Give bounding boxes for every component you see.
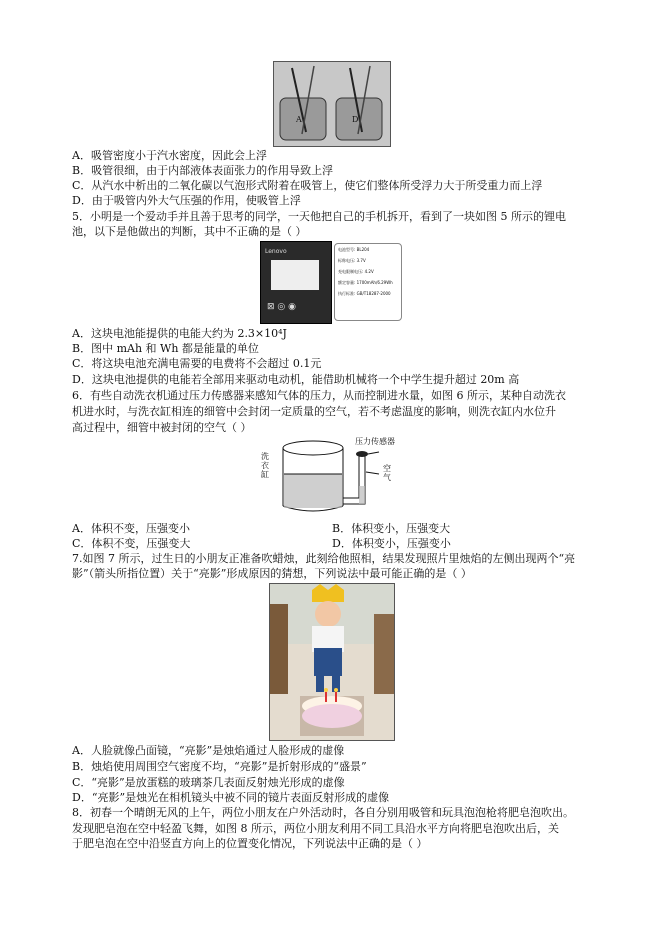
q5-option-c: C．将这块电池充满电需要的电费将不会超过 0.1元 [72, 357, 322, 370]
birthday-drawing [270, 584, 394, 740]
q7-stem-line2: 影”（箭头所指位置）关于“亮影”形成原因的猜想，下列说法中最可能正确的是（ ） [72, 567, 472, 580]
battery-spec-line: 额定容量: 1700mAh/6.29Wh [338, 280, 393, 285]
q5-option-b: B．图中 mAh 和 Wh 都是能量的单位 [72, 342, 259, 355]
q4-option-b: B．吸管很细，由于内部液体表面张力的作用导致上浮 [72, 164, 334, 177]
battery-label-box [271, 260, 319, 290]
battery-symbols: ⊠ ◎ ◉ [267, 302, 296, 312]
straw-soda-photo [273, 61, 391, 147]
battery-spec-line: 标称电压: 3.7V [338, 258, 366, 263]
battery-spec-line: 充电限制电压: 4.2V [338, 269, 374, 274]
q8-stem-line2: 发现肥皂泡在空中轻盈飞舞，如图 8 所示，两位小朋友利用不同工具沿水平方向将肥皂泡吹出后，关 [72, 822, 559, 835]
q7-option-b: B．烛焰使用周围空气密度不均，“亮影”是折射形成的“盛景” [72, 760, 367, 773]
q5-option-d: D．这块电池提供的电能若全部用来驱动电动机，能借助机械将一个中学生提升超过 20m 高 [72, 373, 520, 386]
q7-option-d: D．“亮影”是烛光在相机镜头中被不同的镜片表面反射形成的虚像 [72, 791, 390, 804]
q7-option-c: C．“亮影”是放蛋糕的玻璃茶几表面反射烛光形成的虚像 [72, 776, 345, 789]
q7-stem-line1: 7.如图 7 所示，过生日的小朋友正准备吹蜡烛，此刻给他照相，结果发现照片里烛焰的左侧出现两个“亮 [72, 552, 576, 565]
battery-brand: Lenovo [265, 248, 287, 255]
q6-option-d: D．体积变小，压强变小 [332, 537, 451, 550]
battery-spec-line: 电池型号: BL204 [338, 247, 370, 252]
birthday-photo [269, 583, 395, 741]
straw-soda-drawing [274, 62, 390, 146]
battery-figure [260, 241, 402, 322]
q6-stem-line3: 高过程中，细管中被封闭的空气（ ） [72, 421, 252, 434]
washer-figure [255, 436, 430, 516]
battery-spec-callout [334, 243, 402, 321]
q6-stem-line2: 机进水时，与洗衣缸相连的细管中会封闭一定质量的空气，若不考虑温度的影响，则洗衣缸内水位升 [72, 405, 556, 418]
q4-option-c: C．从汽水中析出的二氧化碳以气泡形式附着在吸管上，使它们整体所受浮力大于所受重力而上浮 [72, 179, 543, 192]
q8-stem-line3: 于肥皂泡在空中沿竖直方向上的位置变化情况，下列说法中正确的是（ ） [72, 837, 428, 850]
q4-option-d: D．由于吸管内外大气压强的作用，使吸管上浮 [72, 194, 301, 207]
battery-body [260, 241, 332, 324]
q5-stem-line1: 5．小明是一个爱动手并且善于思考的同学，一天他把自己的手机拆开，看到了一块如图 5 所示的锂电 [72, 210, 566, 223]
q8-stem-line1: 8．初春一个晴朗无风的上午，两位小朋友在户外活动时，各自分别用吸管和玩具泡泡枪将肥皂泡吹出。 [72, 806, 574, 819]
battery-spec-line: 执行标准: GB/T18287-2000 [338, 291, 391, 296]
q6-option-c: C．体积不变，压强变大 [72, 537, 191, 550]
q5-stem-line2: 池，以下是他做出的判断，其中不正确的是（ ） [72, 225, 307, 238]
washer-drawing [255, 436, 430, 516]
tub-label: 洗衣缸 [261, 452, 269, 479]
q4-option-a: A．吸管密度小于汽水密度，因此会上浮 [72, 149, 267, 162]
sensor-label: 压力传感器 [355, 437, 395, 446]
q6-stem-line1: 6．有些自动洗衣机通过压力传感器来感知气体的压力，从而控制进水量，如图 6 所示，某种自动洗衣 [72, 389, 566, 402]
svg-text:A: A [296, 115, 302, 124]
svg-text:D: D [352, 115, 359, 124]
q6-option-a: A．体积不变，压强变小 [72, 522, 190, 535]
q5-option-a: A．这块电池能提供的电能大约为 2.3×10⁴J [72, 327, 287, 340]
air-label: 空气 [383, 464, 391, 482]
q7-option-a: A．人脸就像凸面镜，“亮影”是烛焰通过人脸形成的虚像 [72, 744, 345, 757]
q6-option-b: B．体积变小，压强变大 [332, 522, 451, 535]
